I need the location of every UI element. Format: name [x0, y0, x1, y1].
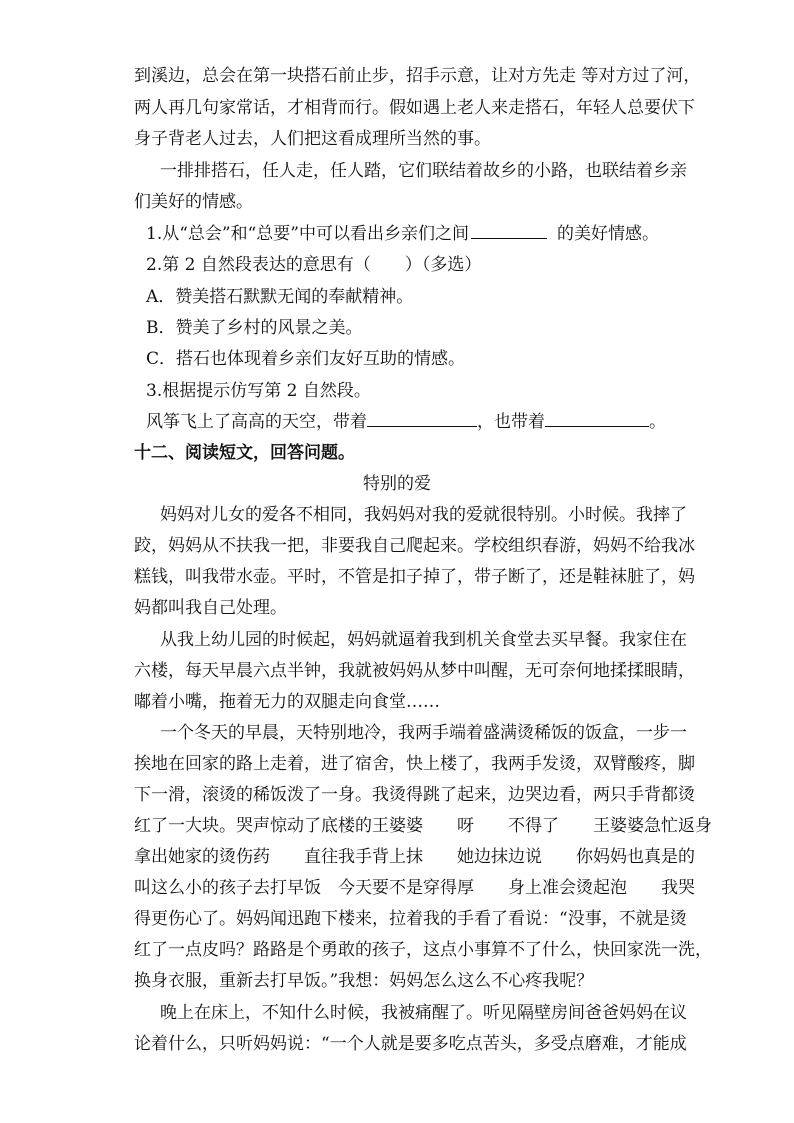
question-1: 1.从“总会”和“总要”中可以看出乡亲们之间 的美好情感。: [146, 224, 659, 244]
story-line: 晚上在床上，不知什么时候，我被痛醒了。听见隔壁房间爸爸妈妈在议: [160, 1003, 687, 1023]
story-line: 叫这么小的孩子去打早饭 今天要不是穿得厚 身上准会烫起泡 我哭: [134, 878, 695, 898]
story-line: 换身衣服，重新去打早饭。”我想：妈妈怎么这么不心疼我呢？: [134, 971, 594, 991]
answer-blank[interactable]: [367, 410, 477, 427]
story-line: 挨地在回家的路上走着，进了宿舍，快上楼了，我两手发烫，双臂酸疼，脚: [134, 754, 695, 774]
story-line: 一个冬天的早晨，天特别地冷，我两手端着盛满烫稀饭的饭盒，一步一: [160, 723, 687, 743]
question-2: 2.第 2 自然段表达的意思有（ ）（多选）: [146, 255, 482, 275]
passage-line: 身子背老人过去，人们把这看成理所当然的事。: [134, 129, 491, 149]
story-line: 红了一大块。哭声惊动了底楼的王婆婆 呀 不得了 王婆婆急忙返身: [134, 816, 712, 836]
answer-blank[interactable]: [545, 410, 649, 427]
story-line: 得更伤心了。妈妈闻迅跑下楼来，拉着我的手看了看说：“没事，不就是烫: [134, 909, 687, 929]
answer-blank[interactable]: [471, 222, 547, 239]
story-line: 拿出她家的烫伤药 直往我手背上抹 她边抹边说 你妈妈也真是的: [134, 847, 695, 867]
passage-line: 到溪边，总会在第一块搭石前止步，招手示意，让对方先走 等对方过了河，: [134, 66, 701, 86]
story-title: 特别的爱: [363, 474, 431, 494]
passage-line: 一排排搭石，任人走，任人踏，它们联结着故乡的小路，也联结着乡亲: [160, 161, 687, 181]
story-line: 红了一点皮吗？路路是个勇敢的孩子，这点小事算不了什么，快回家洗一洗，: [134, 940, 712, 960]
story-line: 论着什么，只听妈妈说：“一个人就是要多吃点苦头，多受点磨难，才能成: [134, 1034, 687, 1054]
section-heading: 十二、阅读短文，回答问题。: [134, 443, 355, 463]
passage-line: 两人再几句家常话，才相背而行。假如遇上老人来走搭石，年轻人总要伏下: [134, 98, 695, 118]
option-a: A．赞美搭石默默无闻的奉献精神。: [146, 287, 414, 307]
story-line: 妈妈对儿女的爱各不相同，我妈妈对我的爱就很特别。小时候。我摔了: [160, 505, 687, 525]
story-line: 六楼，每天早晨六点半钟，我就被妈妈从梦中叫醒，无可奈何地揉揉眼睛，: [134, 661, 695, 681]
story-line: 妈都叫我自己处理。: [134, 598, 287, 618]
story-line: 从我上幼儿园的时候起，妈妈就逼着我到机关食堂去买早餐。我家住在: [160, 630, 687, 650]
story-line: 下一滑，滚烫的稀饭泼了一身。我烫得跳了起来，边哭边看，两只手背都烫: [134, 785, 695, 805]
question-3-prompt: 风筝飞上了高高的天空，带着 ，也带着 。: [146, 412, 666, 432]
story-line: 嘟着小嘴，拖着无力的双腿走向食堂……: [134, 692, 440, 712]
passage-line: 们美好的情感。: [134, 192, 253, 212]
story-line: 跤，妈妈从不扶我一把，非要我自己爬起来。学校组织春游，妈妈不给我冰: [134, 536, 695, 556]
question-3: 3.根据提示仿写第 2 自然段。: [146, 381, 371, 401]
option-b: B．赞美了乡村的风景之美。: [146, 318, 363, 338]
option-c: C．搭石也体现着乡亲们友好互助的情感。: [146, 349, 466, 369]
story-line: 糕钱，叫我带水壶。平时，不管是扣子掉了，带子断了，还是鞋袜脏了，妈: [134, 567, 695, 587]
